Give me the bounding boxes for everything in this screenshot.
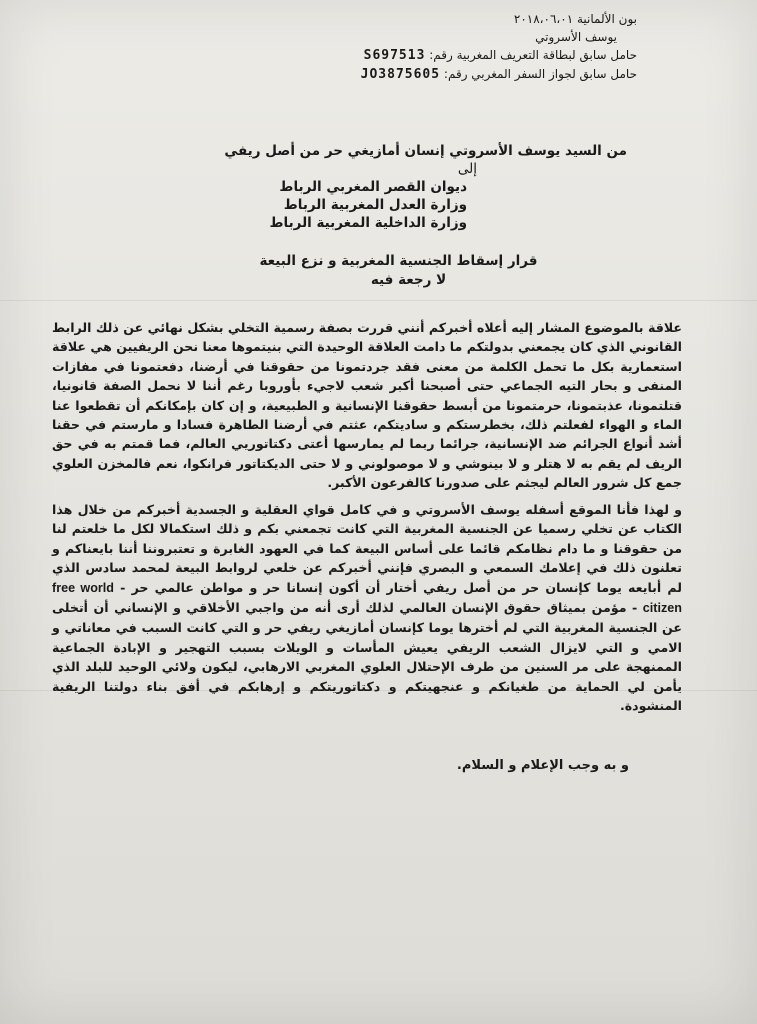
body-paragraph-2 bbox=[52, 500, 682, 715]
body-paragraph-1: علاقة بالموضوع المشار إليه أعلاه أخبركم أنني قررت بصفة رسمية التخلي بشكل نهائي عن ذلك الرابط القانوني الذي كان يجمعني بدولتكم ما دامت العلاقة الوحيدة التي بنيتموها معنا نحن الريفيين هي علاقة استعمارية بكل ما تحمل الكلمة من معنى فقد جردتمونا من حقوقنا في أرضنا، دفعتمونا في مفازات المنفى و بحار التيه الجماعي حتى أصبحنا أكبر شعب لاجيء بأوروبا رغم أننا لا نحمل الصفة قانونيا، قتلتمونا، عذبتمونا، حرمتمونا من أبسط حقوقنا الإنسانية و الطبيعية، و إن كان بإمكانكم أن تقطعوا عنا الماء و الهواء لفعلتم ذلك، بخطرستكم و ساديتكم، عثتم في أرضنا الطاهرة فسادا و مارستم في حقنا أشد أنواع الجرائم ضد الإنسانية، جرائما ربما لم يمارسها أعتى دكتاتوريي العالم، فما قمتم به في حق الريف لم يقم به لا هتلر و لا بينوشي و لا موصولوني و لا حتى الديكتاتور فرانكوا، نعم فالمخزن العلوي جمع كل شرور العالم ليجثم على صدورنا كالفرعون الأكبر. bbox=[51, 320, 682, 491]
subject-line-1: قرار إسقاط الجنسية المغربية و نزع البيعة bbox=[259, 253, 538, 269]
paragraph-2-part-1: و لهذا فأنا الموقع أسفله يوسف الأسروتي و في كامل قواي العقلية و الجسدية أخبركم من خلال هذا الكتاب عن تخلي رسميا عن الجنسية المغربية التي كانت تجمعني بكم و ذلك استكمالا لكل ما خلعتم لنا من حقوقنا و ما دام نظامكم قائما على أساس البيعة كما في العهود الغابرة و تعتبروننا أننا بايعناكم و تعلنون ذلك في إعلامك السمعي و البصري فإنني أخبركم عن خلعي لروابط البيعة لمحمد سادس الذي لم أبايعه يوما كإنسان حر من أصل ريفي أختار أن أكون إنسانا حر و مواطن عالمي حر - bbox=[52, 502, 683, 595]
closing-line: و به وجب الإعلام و السلام. bbox=[456, 758, 629, 773]
recipient-3: وزارة الداخلية المغربية الرباط bbox=[269, 215, 467, 231]
to-line: إلى bbox=[457, 161, 477, 177]
paper-fold bbox=[0, 300, 757, 301]
subject-line-2: لا رجعة فيه bbox=[370, 272, 447, 288]
letter-header bbox=[277, 10, 637, 84]
recipient-1: ديوان القصر المغربي الرباط bbox=[279, 179, 467, 195]
id-card-number: S697513 bbox=[363, 48, 426, 63]
passport-number: JO3875605 bbox=[360, 67, 441, 82]
id-card-line bbox=[277, 46, 637, 65]
place-date: بون الألمانية ٢٠١٨،٠٦،٠١ bbox=[513, 12, 637, 26]
passport-line bbox=[277, 65, 637, 84]
sender-name: يوسف الأسروتي bbox=[535, 30, 617, 44]
paragraph-2-part-2: - مؤمن بميثاق حقوق الإنسان العالمي لذلك أرى أنه من واجبي الأخلاقي و الإنساني أن أتخلى عن الجنسية المغربية التي لم أخترها يوما كإنسان أمازيغي ريفي حر و التي كانت السبب في معاناتي و الامي و التي لايزال الشعب الريفي يعيش المأسات و الويلات بسبب التهجير و الإبادة الجماعية الممنهجة على مر السنين من طرف الإحتلال العلوي المغربي الارهابي، ليكون ولائي الوحيد للبلد الذي يأمن لي الحماية من طغيانكم و عنجهيتكم و دكتاتوريتكم و إرهابكم في أفق بناء دولتنا الريفية المنشودة. bbox=[52, 600, 682, 714]
citizen-term: free world citizen bbox=[52, 580, 682, 616]
subject-block bbox=[0, 252, 757, 290]
id-card-label: حامل سابق لبطاقة التعريف المغربية رقم: bbox=[429, 48, 637, 62]
address-block bbox=[147, 142, 627, 232]
from-line: من السيد يوسف الأسروتي إنسان أمازيغي حر من أصل ريفي bbox=[224, 143, 627, 159]
recipient-2: وزارة العدل المغربية الرباط bbox=[283, 197, 467, 213]
passport-label: حامل سابق لجواز السفر المغربي رقم: bbox=[443, 67, 637, 81]
